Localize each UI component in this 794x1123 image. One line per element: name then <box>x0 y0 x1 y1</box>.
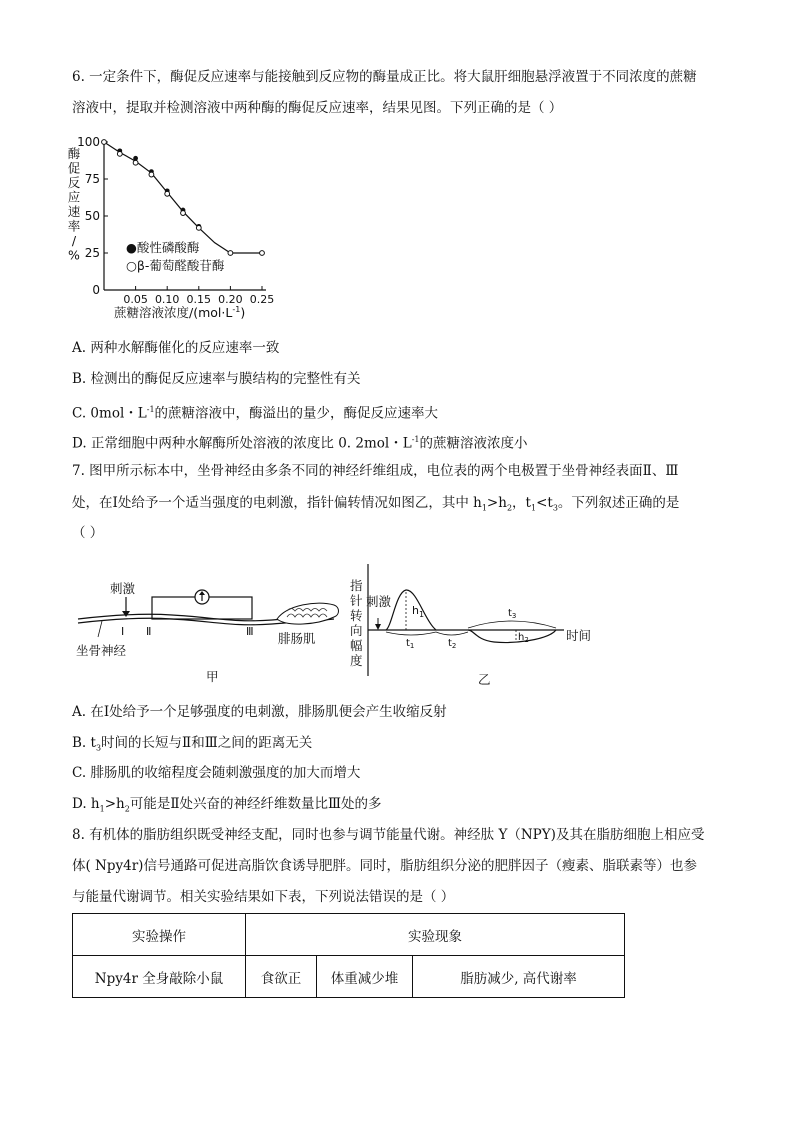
y-axis-label: 率 <box>67 218 81 234</box>
point-open <box>196 225 201 230</box>
svg-text:幅: 幅 <box>350 638 363 653</box>
series-line <box>104 142 262 253</box>
q7-stem-line1: 7. 图甲所示标本中，坐骨神经由多条不同的神经纤维组成，电位表的两个电极置于坐骨神经表面Ⅱ、Ⅲ <box>72 463 679 479</box>
q7-stem-line2: 处，在Ⅰ处给予一个适当强度的电刺激，指针偏转情况如图乙，其中 $h_1>h_2$，$t_1<t_3$。下列叙述正确的是 <box>72 495 680 513</box>
x-tick-label: 0.20 <box>218 293 243 306</box>
q6-option-c: C. 0mol・$L^{-1}$的蔗糖溶液中，酶溢出的量少，酶促反应速率大 <box>72 405 439 422</box>
table-cell: 食欲正 <box>246 956 317 998</box>
q7-figure-b <box>344 560 614 688</box>
y-axis-label: 应 <box>67 189 81 205</box>
svg-text:转: 转 <box>350 608 363 623</box>
fig-a-nerve-label: 坐骨神经 <box>76 643 127 658</box>
fig-b-h1: $h_1$ <box>412 604 425 619</box>
x-tick-label: 0.25 <box>249 293 275 306</box>
x-axis-label: 蔗糖溶液浓度$/(mol\cdot L^{-1})$ <box>114 305 246 320</box>
y-tick-label: 0 <box>92 283 100 297</box>
q7-option-c: C. 腓肠肌的收缩程度会随刺激强度的加大而增大 <box>72 765 361 781</box>
point-open <box>181 211 186 216</box>
q8-table <box>72 913 625 998</box>
fig-a-stimulus-label: 刺激 <box>110 581 136 596</box>
y-axis-label: 速 <box>67 204 81 219</box>
q6-stem-line1: 6. 一定条件下，酶促反应速率与能接触到反应物的酶量成正比。将大鼠肝细胞悬浮液置于不同浓度的蔗糖 <box>72 69 697 85</box>
fig-b-ylabel <box>350 578 363 668</box>
table-cell: 体重减少堆 <box>317 956 413 998</box>
fig-b-t1: $t_1$ <box>406 638 415 650</box>
fig-a-point-2: Ⅱ <box>146 625 152 638</box>
svg-text:度: 度 <box>350 653 363 668</box>
y-tick-label: 100 <box>77 135 100 149</box>
q6-option-d: D. 正常细胞中两种水解酶所处溶液的浓度比 0. 2mol・$L^{-1}$的蔗糖溶液浓度小 <box>72 435 528 452</box>
fig-b-h2: $h_2$ <box>518 632 529 644</box>
legend-entry: ●酸性磷酸酶 <box>126 240 200 255</box>
svg-text:指: 指 <box>350 578 363 593</box>
fig-a-caption: 甲 <box>206 669 219 684</box>
fig-a-point-1: Ⅰ <box>121 625 125 638</box>
point-open <box>165 191 170 196</box>
q7-stem-line3: （ ） <box>72 525 104 541</box>
q8-stem-line1: 8. 有机体的脂肪组织既受神经支配，同时也参与调节能量代谢。神经肽 Y（NPY)及其在脂肪细胞上相应受 <box>72 827 705 843</box>
table-row <box>73 914 625 956</box>
y-axis-label: 酶 <box>67 146 81 161</box>
table-cell: Npy4r 全身敲除小鼠 <box>73 956 246 998</box>
point-open <box>117 151 122 156</box>
gastrocnemius-muscle <box>277 603 339 624</box>
svg-text:向: 向 <box>350 623 363 638</box>
fig-b-caption: 乙 <box>478 672 491 687</box>
y-tick-label: 25 <box>84 246 100 260</box>
q7-figure-a <box>72 575 352 690</box>
fig-b-t3: $t_3$ <box>508 608 517 620</box>
point-open <box>149 172 154 177</box>
x-tick-label: 0.10 <box>154 293 180 306</box>
q8-stem-line3: 与能量代谢调节。相关实验结果如下表，下列说法错误的是（ ） <box>72 889 455 905</box>
table-header-phenomenon: 实验现象 <box>246 914 625 956</box>
fig-b-trough-2 <box>468 630 556 643</box>
y-axis-label: % <box>68 247 80 263</box>
fig-b-stimulus-label: 刺激 <box>366 594 392 609</box>
q6-option-b: B. 检测出的酶促反应速率与膜结构的完整性有关 <box>72 371 361 387</box>
q8-stem-line2: 体( Npy4r)信号通路可促进高脂饮食诱导肥胖。同时，脂肪组织分泌的肥胖因子（瘦素、脂联素等）也参 <box>72 858 697 874</box>
table-row <box>73 956 625 998</box>
svg-text:针: 针 <box>350 593 363 608</box>
q7-option-d: D. $h_1>h_2$可能是Ⅱ处兴奋的神经纤维数量比Ⅲ处的多 <box>72 796 382 814</box>
point-open <box>228 251 233 256</box>
table-header-operation: 实验操作 <box>73 914 246 956</box>
point-open <box>102 140 107 145</box>
fig-a-point-3: Ⅲ <box>246 625 254 638</box>
y-tick-label: 75 <box>84 172 100 186</box>
q6-option-a: A. 两种水解酶催化的反应速率一致 <box>72 340 280 356</box>
y-tick-label: 50 <box>84 209 100 223</box>
q7-option-a: A. 在Ⅰ处给予一个足够强度的电刺激，腓肠肌便会产生收缩反射 <box>72 704 447 720</box>
y-axis-label: 促 <box>67 160 81 176</box>
table-cell: 脂肪减少, 高代谢率 <box>413 956 625 998</box>
x-tick-label: 0.15 <box>186 293 212 306</box>
x-tick-label: 0.05 <box>123 293 148 306</box>
point-open <box>260 251 265 256</box>
legend-entry: ○β-葡萄醛酸苷酶 <box>126 258 225 273</box>
q6-chart <box>60 130 290 325</box>
fig-b-peak-1 <box>386 590 436 630</box>
q7-option-b: B. $t_3$时间的长短与Ⅱ和Ⅲ之间的距离无关 <box>72 735 313 753</box>
q6-stem-line2: 溶液中，提取并检测溶液中两种酶的酶促反应速率，结果见图。下列正确的是（ ） <box>72 100 563 116</box>
fig-b-xlabel: 时间 <box>566 628 592 643</box>
fig-b-t2: $t_2$ <box>448 638 457 650</box>
point-open <box>133 160 138 165</box>
y-axis-label: 反 <box>67 175 81 190</box>
fig-a-muscle-label: 腓肠肌 <box>278 631 316 646</box>
y-axis-label: / <box>71 233 77 248</box>
